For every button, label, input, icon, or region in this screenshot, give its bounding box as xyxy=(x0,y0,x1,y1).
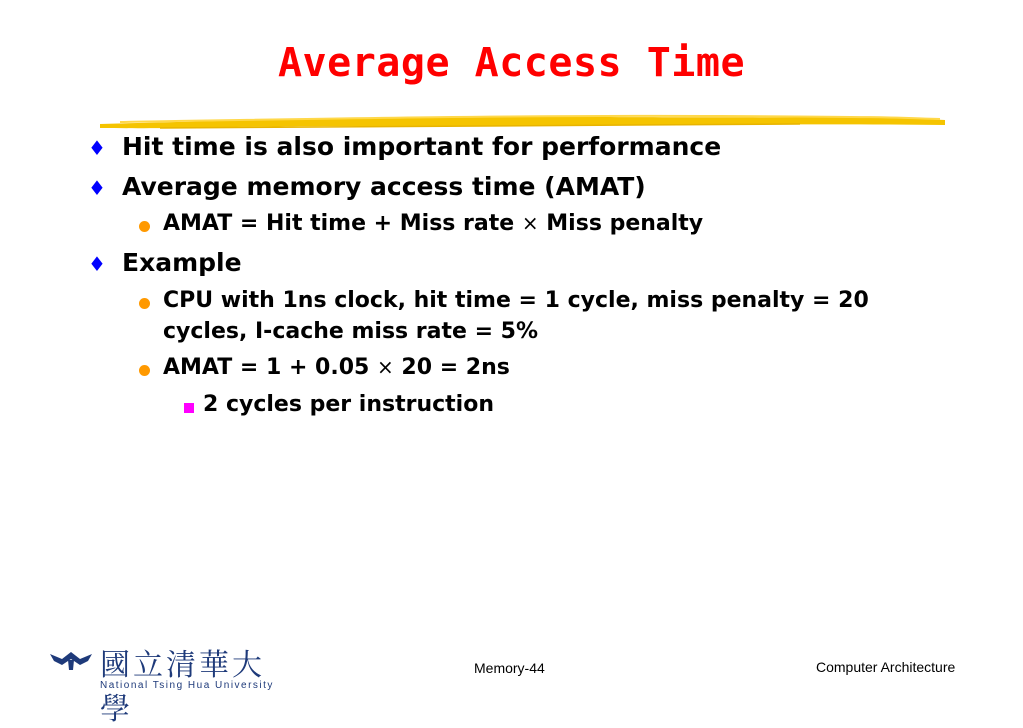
bullet-dot-icon xyxy=(139,365,150,376)
calc-text: AMAT = 1 + 0.05 xyxy=(163,355,377,380)
page-title: Average Access Time xyxy=(277,40,746,86)
bullet-square-icon xyxy=(184,403,194,413)
university-logo xyxy=(48,640,288,727)
bullet-amat-calc xyxy=(163,355,510,380)
bullet-dot-icon xyxy=(139,298,150,309)
bullet-cpu-example-line2: cycles, I-cache miss rate = 5% xyxy=(163,319,539,344)
university-emblem-icon xyxy=(48,646,94,672)
formula-text: AMAT = Hit time + Miss rate xyxy=(163,211,522,236)
calc-text: 20 = 2ns xyxy=(393,355,510,380)
logo-english-name: National Tsing Hua University xyxy=(100,680,274,691)
multiply-symbol: × xyxy=(377,355,394,379)
bullet-amat-formula xyxy=(163,211,703,236)
bullet-hit-time: Hit time is also important for performance xyxy=(122,132,722,161)
bullet-diamond-icon: ♦ xyxy=(88,136,106,160)
title-underline-brush xyxy=(100,108,945,134)
course-name: Computer Architecture xyxy=(816,659,956,675)
bullet-cycles-per-instruction: 2 cycles per instruction xyxy=(203,392,494,417)
logo-chinese-name: 國立清華大學 xyxy=(100,648,265,727)
bullet-diamond-icon: ♦ xyxy=(88,252,106,276)
bullet-amat: Average memory access time (AMAT) xyxy=(122,172,646,201)
page-number: Memory-44 xyxy=(474,660,545,676)
bullet-example: Example xyxy=(122,248,242,277)
formula-text: Miss penalty xyxy=(538,211,704,236)
bullet-cpu-example-line1: CPU with 1ns clock, hit time = 1 cycle, miss penalty = 20 xyxy=(163,288,869,313)
multiply-symbol: × xyxy=(521,211,539,235)
bullet-diamond-icon: ♦ xyxy=(88,176,106,200)
bullet-dot-icon xyxy=(139,221,150,232)
